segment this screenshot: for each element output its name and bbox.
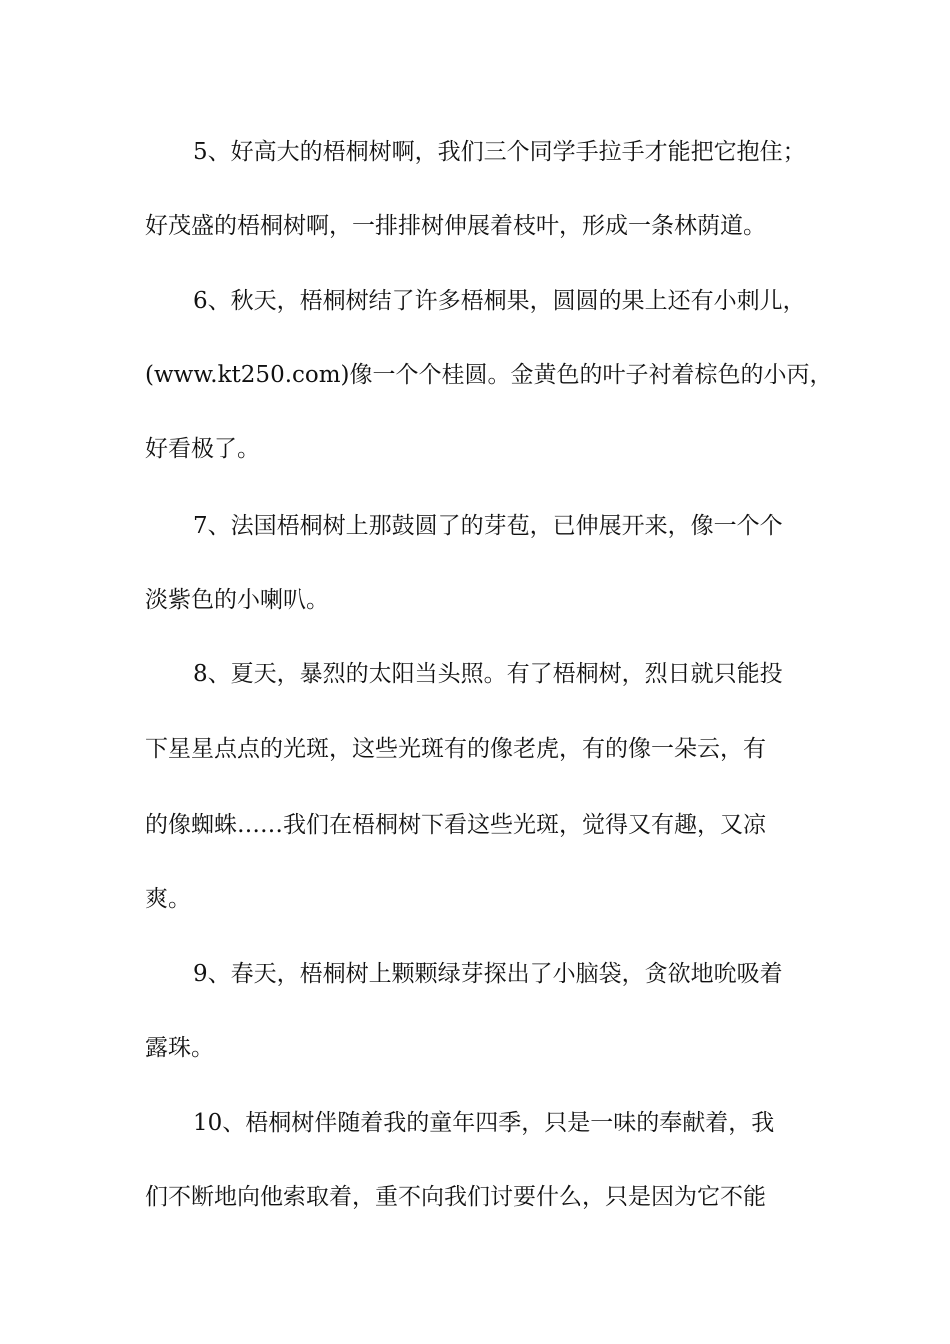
- text-line-9: 下星星点点的光斑，这些光斑有的像老虎，有的像一朵云，有: [145, 736, 766, 762]
- text-line-10: 的像蜘蛛……我们在梧桐树下看这些光斑，觉得又有趣，又凉: [145, 812, 766, 838]
- text-line-15: 们不断地向他索取着，重不向我们讨要什么，只是因为它不能: [145, 1184, 766, 1210]
- text-line-13: 露珠。: [145, 1035, 214, 1061]
- text-line-11: 爽。: [145, 886, 191, 912]
- text-line-8: 8、夏天，暴烈的太阳当头照。有了梧桐树，烈日就只能投: [193, 661, 783, 687]
- text-line-7: 淡紫色的小喇叭。: [145, 587, 329, 613]
- text-line-3: 6、秋天，梧桐树结了许多梧桐果，圆圆的果上还有小刺儿，: [193, 288, 806, 314]
- text-line-6: 7、法国梧桐树上那鼓圆了的芽苞，已伸展开来，像一个个: [193, 513, 783, 539]
- text-line-4: (www.kt250.com)像一个个桂圆。金黄色的叶子衬着棕色的小丙，: [145, 362, 833, 388]
- text-line-1: 5、好高大的梧桐树啊，我们三个同学手拉手才能把它抱住；: [193, 139, 806, 165]
- text-line-12: 9、春天，梧桐树上颗颗绿芽探出了小脑袋，贪欲地吮吸着: [193, 961, 783, 987]
- text-line-2: 好茂盛的梧桐树啊，一排排树伸展着枝叶，形成一条林荫道。: [145, 213, 766, 239]
- text-line-14: 10、梧桐树伴随着我的童年四季，只是一味的奉献着，我: [193, 1110, 775, 1136]
- text-line-5: 好看极了。: [145, 436, 260, 462]
